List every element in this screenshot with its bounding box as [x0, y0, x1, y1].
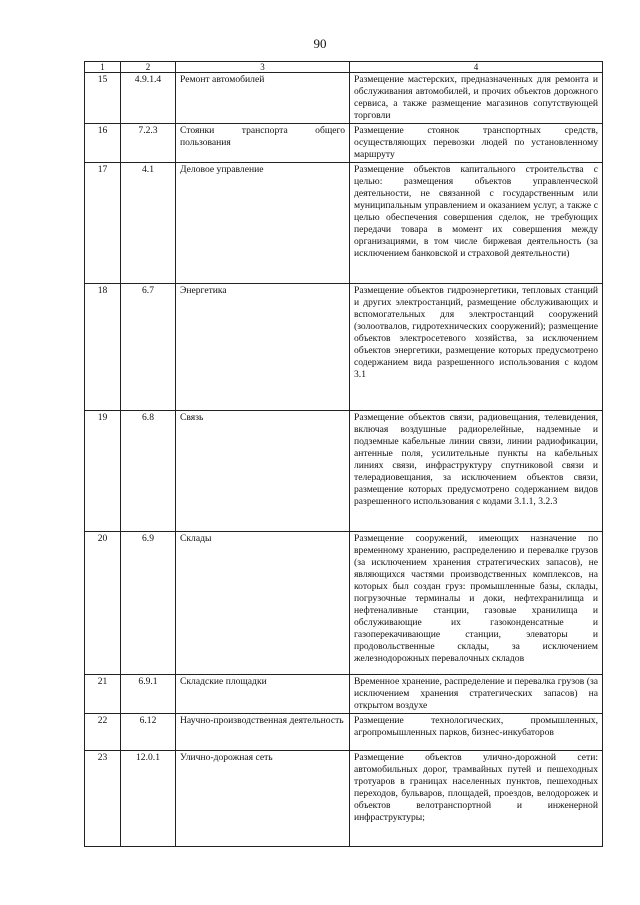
use-description: Размещение сооружений, имеющих назначение по временному хранению, распределению и перевалке грузов (за исключением хранения стратегических запасов), не являющихся частями производственных комплексов, на которых был создан груз: промышленные базы, склады, погрузочные терминалы и доки, нефтехранилища и нефтеналивные станции, газовые хранилища и обслуживающие их газоконденсатные и газоперекачивающие станции, элеваторы и продовольственные склады, за исключением железнодорожных перевалочных складов: [350, 532, 603, 675]
use-name: Стоянки транспорта общего пользования: [176, 124, 350, 163]
column-header-2: 2: [121, 62, 176, 73]
use-code: 6.7: [121, 284, 176, 411]
table-row: [85, 714, 603, 751]
table-row: [85, 73, 603, 124]
row-number: 19: [85, 411, 121, 532]
use-description: Размещение стоянок транспортных средств, осуществляющих перевозки людей по установленному маршруту: [350, 124, 603, 163]
use-description: Размещение мастерских, предназначенных для ремонта и обслуживания автомобилей, и прочих объектов дорожного сервиса, а также размещение магазинов сопутствующей торговли: [350, 73, 603, 124]
use-code: 6.12: [121, 714, 176, 751]
use-description: Размещение объектов капитального строительства с целью: размещения объектов управленческой деятельности, не связанной с государственным или муниципальным управлением и оказанием услуг, а также с целью обеспечения совершения сделок, не требующих передачи товара в момент их совершения между организациями, в том числе биржевая деятельность (за исключением банковской и страховой деятельности): [350, 163, 603, 284]
table-row: [85, 411, 603, 532]
use-name: Ремонт автомобилей: [176, 73, 350, 124]
use-code: 4.1: [121, 163, 176, 284]
use-code: 6.9.1: [121, 675, 176, 714]
row-number: 16: [85, 124, 121, 163]
use-code: 7.2.3: [121, 124, 176, 163]
use-code: 6.9: [121, 532, 176, 675]
land-use-table: [84, 61, 603, 847]
column-header-1: 1: [85, 62, 121, 73]
use-name: Улично-дорожная сеть: [176, 751, 350, 847]
use-name: Связь: [176, 411, 350, 532]
row-number: 21: [85, 675, 121, 714]
use-code: 12.0.1: [121, 751, 176, 847]
use-name: Складские площадки: [176, 675, 350, 714]
row-number: 23: [85, 751, 121, 847]
row-number: 15: [85, 73, 121, 124]
table-row: [85, 751, 603, 847]
table-row: [85, 532, 603, 675]
use-description: Размещение технологических, промышленных, агропромышленных парков, бизнес-инкубаторов: [350, 714, 603, 751]
use-name: Деловое управление: [176, 163, 350, 284]
column-header-4: 4: [350, 62, 603, 73]
table-row: [85, 124, 603, 163]
use-description: Временное хранение, распределение и перевалка грузов (за исключением хранения стратегических запасов) на открытом воздухе: [350, 675, 603, 714]
page-number: 90: [313, 36, 327, 51]
table-header-row: [85, 62, 603, 73]
table-row: [85, 163, 603, 284]
use-name: Энергетика: [176, 284, 350, 411]
use-code: 6.8: [121, 411, 176, 532]
table-row: [85, 675, 603, 714]
row-number: 20: [85, 532, 121, 675]
use-description: Размещение объектов связи, радиовещания, телевидения, включая воздушные радиорелейные, надземные и подземные кабельные линии связи, линии радиофикации, антенные поля, усилительные пункты на кабельных линиях связи, инфраструктуру спутниковой связи и телерадиовещания, за исключением объектов связи, размещение которых предусмотрено содержанием видов разрешенного использования с кодами 3.1.1, 3.2.3: [350, 411, 603, 532]
row-number: 17: [85, 163, 121, 284]
row-number: 18: [85, 284, 121, 411]
use-description: Размещение объектов гидроэнергетики, тепловых станций и других электростанций, размещение обслуживающих и вспомогательных для электростанций сооружений (золоотвалов, гидротехнических сооружений); размещение объектов электросетевого хозяйства, за исключением объектов энергетики, размещение которых предусмотрено содержанием вида разрешенного использования с кодом 3.1: [350, 284, 603, 411]
use-name: Научно-производственная деятельность: [176, 714, 350, 751]
row-number: 22: [85, 714, 121, 751]
use-name: Склады: [176, 532, 350, 675]
use-code: 4.9.1.4: [121, 73, 176, 124]
table-row: [85, 284, 603, 411]
column-header-3: 3: [176, 62, 350, 73]
use-description: Размещение объектов улично-дорожной сети: автомобильных дорог, трамвайных путей и пешеходных тротуаров в границах населенных пунктов, пешеходных переходов, бульваров, площадей, проездов, велодорожек и объектов велотранспортной и инженерной инфраструктуры;: [350, 751, 603, 847]
